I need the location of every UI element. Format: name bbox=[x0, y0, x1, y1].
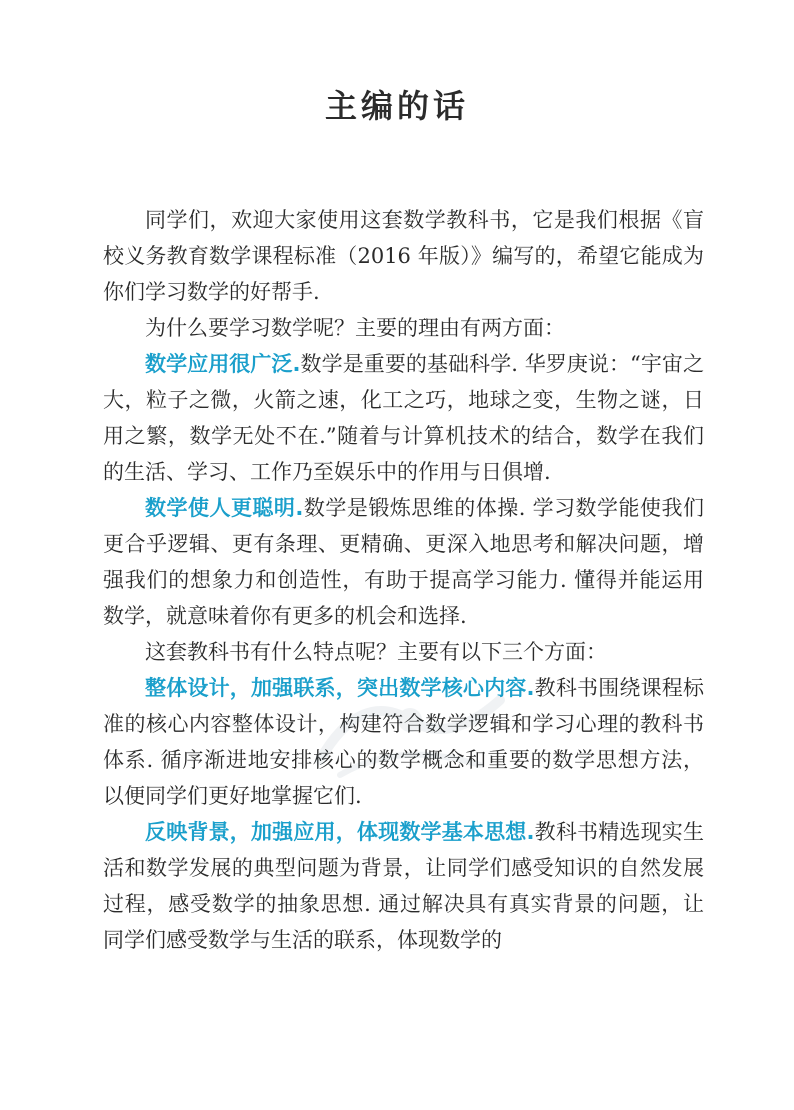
paragraph-3-highlight: 数学应用很广泛. bbox=[145, 352, 301, 376]
paragraph-7-highlight: 反映背景，加强应用，体现数学基本思想. bbox=[145, 820, 535, 844]
paragraph-2-text: 为什么要学习数学呢？主要的理由有两方面： bbox=[145, 316, 565, 340]
paragraph-1 bbox=[103, 202, 704, 310]
paragraph-1-text: 同学们，欢迎大家使用这套数学教科书，它是我们根据《盲校义务教育数学课程标准（2016 年版）》编写的，希望它能成为你们学习数学的好帮手. bbox=[103, 208, 704, 304]
paragraph-7-text: 教科书精选现实生活和数学发展的典型问题为背景，让同学们感受知识的自然发展过程，感受数学的抽象思想. 通过解决具有真实背景的问题，让同学们感受数学与生活的联系，体现数学的 bbox=[103, 820, 704, 952]
body-text bbox=[103, 202, 704, 958]
paragraph-6-text: 教科书围绕课程标准的核心内容整体设计，构建符合数学逻辑和学习心理的教科书体系. 循序渐进地安排核心的数学概念和重要的数学思想方法，以便同学们更好地掌握它们. bbox=[103, 676, 704, 808]
paragraph-3-text: 数学是重要的基础科学. 华罗庚说：“宇宙之大，粒子之微，火箭之速，化工之巧，地球之变，生物之谜，日用之繁，数学无处不在.”随着与计算机技术的结合，数学在我们的生活、学习、工作乃至娱乐中的作用与日俱增. bbox=[103, 352, 704, 484]
paragraph-6-highlight: 整体设计，加强联系，突出数学核心内容. bbox=[145, 676, 535, 700]
paragraph-4-highlight: 数学使人更聪明. bbox=[145, 496, 304, 520]
paragraph-7 bbox=[103, 814, 704, 958]
paragraph-4 bbox=[103, 490, 704, 634]
paragraph-2 bbox=[103, 310, 704, 346]
paragraph-6 bbox=[103, 670, 704, 814]
page-title: 主编的话 bbox=[324, 87, 469, 125]
paragraph-4-text: 数学是锻炼思维的体操. 学习数学能使我们更合乎逻辑、更有条理、更精确、更深入地思考和解决问题，增强我们的想象力和创造性，有助于提高学习能力. 懂得并能运用数学，就意味着你有更多的机会和选择. bbox=[103, 496, 704, 628]
paragraph-3 bbox=[103, 346, 704, 490]
paragraph-5 bbox=[103, 634, 704, 670]
paragraph-5-text: 这套教科书有什么特点呢？主要有以下三个方面： bbox=[145, 640, 607, 664]
